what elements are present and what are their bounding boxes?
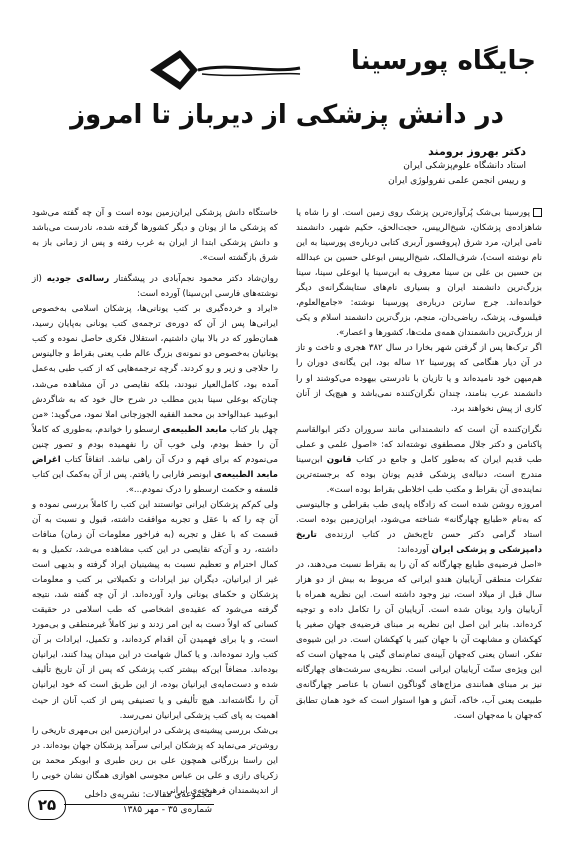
section-banner: [150, 44, 546, 94]
author-affiliation-2: و رییس انجمن علمی نفرولوژی ایران: [388, 176, 526, 186]
paragraph: «ایراد و خرده‌گیری بر کتب یونانی‌ها، پزشکان اسلامی به‌خصوص ایرانی‌ها پس از آن که دوره‌ی ترجمه‌ی کتب یونانی به‌پایان رسید، همان‌طور که در بالا بیان داشتیم، استقلال فکری حاصل نموده و کتب یونانیان به‌خصوص دو نمونه‌ی بزرگ عالم طب یعنی بقراط و جالینوس را حلاجی و زیر و رو کردند. گرچه ترجمه‌هایی که از کتب طبی به‌عمل آمده بود، کامل‌العیار نبودند، بلکه نقایصی در آن مشاهده می‌شد، چنان‌که بوعلی سینا بدین مطلب در شرح حال خود که به شاگردش ابوعبید عبدالواحد بن محمد الفقیه الجوزجانی املا نمود، می‌گوید: «من چهل بار کتاب مابعد الطبیعه‌ی ارسطو را خواندم، به‌طوری که کاملاً آن را حفظ بودم، ولی خوب آن را نفهمیده بودم و تصور چنین می‌نمودم که برای فهم و درک آن راهی نباشد. اتفاقاً کتاب اغراض مابعد الطبیعه‌ی ابونصر فارابی را یافتم. پس از آن به‌کمک این کتاب فلسفه و حکمت ارسطو را درک نمودم...».: [32, 304, 279, 495]
paragraph: پورسینا بی‌شک پُرآوازه‌ترین پزشک روی زمین است. او را شاه یا شاهزاده‌ی پزشکان، شیخ‌الرییس، حجت‌الحق، حکیم شهیر، دانشمند نامی ایران، مرد شرق (پروفسور آربری کتابی درباره‌ی پورسینا به این نام نوشته است)، شرف‌الملک، شیخ‌الرییس ابوعلی حسین بن عبدالله بن حسین بن علی بن سینا معروف به ابن‌سینا یا ابوعلی سینا، سینا بزرگ‌ترین دانشمند ایران و بسیاری نام‌های ستایشگرانه‌ی دیگر خوانده‌اند. جرج سارتن درباره‌ی پورسینا نوشته: «جامع‌العلوم، فیلسوف، پزشک، ریاضی‌دان، منجم، بزرگ‌ترین دانشمند اسلام و یکی از بزرگ‌ترین دانشمندان همه‌ی ملت‌ها، کشورها و اعصار».: [296, 208, 542, 339]
footer-line-2: شماره‌ی ۳۵ - مهر ۱۳۸۵: [122, 805, 212, 815]
footer-publication: [72, 788, 212, 818]
article-title: در دانش پزشکی از دیرباز تا امروز: [70, 100, 504, 130]
author-name: دکتر بهروز برومند: [428, 145, 526, 158]
paragraph: امروزه روشن شده است که زادگاه پایه‌ی طب بقراطی و جالینوسی که به‌نام «طبایع چهارگانه» شناخته می‌شود، ایران‌زمین بوده است. استاد گرامی دکتر حسن تاج‌بخش در کتاب ارزنده‌ی تاریخ دامپزشکی و پزشکی ایران آورده‌اند:: [296, 499, 543, 556]
paragraph: «اصل فرضیه‌ی طبایع چهارگانه که آن را به بقراط نسبت می‌دهند، در تفکرات منطقی آریاییان هندو ایرانی که مربوط به بیش از دو هزار سال قبل از میلاد است، نیز وجود داشته است. این نظریه همراه با آریاییان وارد یونان شده است. آریاییان آن را تکامل داده و توجیه کرده‌اند. بنابر این اصل این نظریه بر مبنای فرضیه‌ی جهان صغیر یا کهکشان و مشابهت آن با جهان کبیر یا کهکشان است. در این شیوه‌ی تفکر، انسان یعنی که‌جهان آیینه‌ی تمام‌نمای گیتی یا مه‌جهان است که این ویژه‌ی سنّت آریاییان ایرانی است. نظریه‌ی سرشت‌های چهارگانه نیز بر مبنای همانندی مزاج‌های گوناگون انسان با عناصر چهارگانه‌ی طبیعت یعنی آب، خاکه، آتش و هوا استوار است که خود همان تطابق که‌جهان با مه‌جهان است.: [296, 560, 542, 721]
checkbox-icon: [533, 208, 542, 217]
paragraph: اگر ترک‌ها پس از گرفتن شهر بخارا در سال ۳۸۲ هجری و تاخت و تاز در آن دیار هنگامی که پورسینا ۱۲ ساله بود، این یگانه‌ی دوران را هم‌میهن خود نامیده‌اند و یا تازیان با نادرستی بیهوده می‌کوشند او را دانشمند عرب بنامند، چندان نگران‌کننده نمی‌باشد و هیچ‌یک از آنان کاری از پیش نخواهند برد.: [296, 343, 542, 414]
page-number: ۲۵: [28, 790, 66, 820]
paragraph: روان‌شاد دکتر محمود نجم‌آبادی در پیشگفتار رساله‌ی جودیه (از نوشته‌های فارسی ابن‌سینا) آورده است:: [32, 274, 278, 300]
banner-title: جایگاه پورسینا: [350, 46, 536, 76]
author-affiliation-1: استاد دانشگاه علوم‌پزشکی ایران: [403, 161, 526, 171]
paragraph: خاستگاه دانش پزشکی ایران‌زمین بوده است و آن چه گفته می‌شود که پزشکی ما از یونان و دیگر کشورها گرفته شده، نادرست می‌باشد و دانش پزشکی ابتدا از ایران به غرب رفته و پس از زمانی باز به شرق بازگشته است».: [32, 208, 278, 264]
paragraph: ولی کم‌کم پزشکان ایرانی توانستند این کتب را کاملاً بررسی نموده و آن چه را که با عقل و تجربه موافقت داشته، قبول و نسبت به آن قسمت که با عقل و تجربه (به فراخور معلومات آن زمان) منافات داشته، رد و آن‌که نقایصی در این کتب مشاهده می‌شد، تکمیل و به کمال احترام و تعظیم نسبت به پیشینیان ایراد گرفته و بدیهی است غیر از ایرانیان، دیگران نیز ایرادات و تکمیلاتی بر کتب و معلومات پزشکان و حکمای یونانی وارد آورده‌اند. از آن چه گفته شد، نتیجه گرفته می‌شود که عقیده‌ی اشخاصی که طب اسلامی در حقیقت کسانی که اولاً دست به این امر زدند و نیز کاملاً غیرمنطقی و بی‌مورد است، و یا برای فهمیدن آن اقدام کرده‌اند، و تکمیل، ایرادات بر آن کتب وارد نموده‌اند. و یا کمال شهامت در این میدان پیدا کنند، ایرانیان بوده‌اند. مضافاً این‌که بیشتر کتب پزشکی که پس از آن تاریخ تألیف شده و دست‌مایه‌ی ایرانیان بوده، از این طریق است که خود ایرانیان آن را نگاشته‌اند. هیچ تألیفی و یا تصنیفی پس از کتب آنان از حیث اهمیت به پای کتب پزشکی ایرانیان نمی‌رسد.: [32, 499, 278, 721]
right-column: [296, 206, 542, 786]
byline: [296, 144, 526, 189]
paragraph: بی‌شک بررسی پیشینه‌ی پزشکی در ایران‌زمین این بی‌مهری تاریخی را روشن‌تر می‌نماید که پزشکان ایرانی سرآمد پزشکان جهان بوده‌اند. در این راستا بزرگانی همچون علی بن ربن طبری و ابوبکر محمد بن زکریای رازی و علی بن عباس مجوسی اهوازی همگان نشان خوبی را از اندیشمندان فرهیخته‌ی ایرانی: [32, 725, 278, 796]
page-footer: [28, 786, 218, 826]
footer-line-1: مجموعه‌ی مقالات: نشریه‌ی داخلی: [84, 790, 212, 800]
paragraph: نگران‌کننده آن است که دانشمندانی مانند سروران دکتر ابوالقاسم پاکنامن و دکتر جلال مصطفوی نوشته‌اند که: «اصول علمی و عملی طب قدیم ایران که به‌طور کامل و جامع در کتاب قانون ابن‌سینا مندرج است، دنباله‌ی پزشکی قدیم یونان بوده که برجسته‌ترین نماینده‌ی آن بقراط و مکتب طب اخلاطی بقراط بوده است».: [296, 424, 543, 495]
